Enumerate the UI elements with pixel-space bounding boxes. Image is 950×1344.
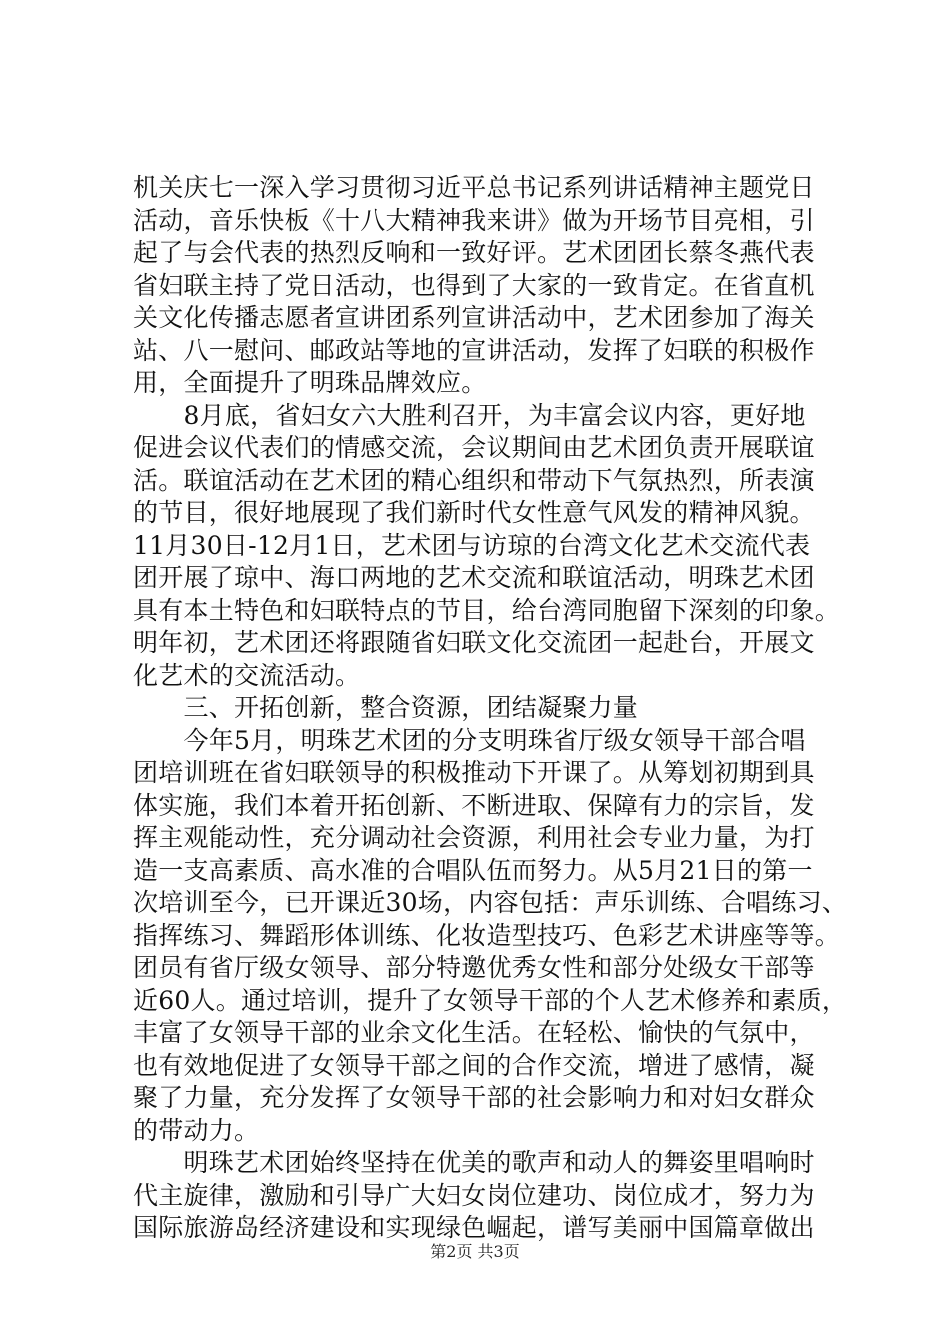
body-text-line: 团培训班在省妇联领导的积极推动下开课了。从筹划初期到具 (133, 758, 815, 787)
body-text-line: 11月30日-12月1日，艺术团与访琼的台湾文化艺术交流代表 (133, 530, 811, 560)
body-text-line: 省妇联主持了党日活动，也得到了大家的一致肯定。在省直机 (133, 270, 815, 300)
body-text-line: 近60人。通过培训，提升了女领导干部的个人艺术修养和素质， (133, 985, 848, 1015)
body-text-line: 具有本土特色和妇联特点的节目，给台湾同胞留下深刻的印象。 (133, 595, 841, 625)
body-text-line: 也有效地促进了女领导干部之间的合作交流，增进了感情，凝 (133, 1050, 815, 1080)
body-text-line: 的带动力。 (133, 1115, 260, 1145)
body-text-line: 体实施，我们本着开拓创新、不断进取、保障有力的宗旨，发 (133, 790, 815, 820)
body-text-line: 促进会议代表们的情感交流，会议期间由艺术团负责开展联谊 (133, 433, 815, 462)
body-text-line: 代主旋律，激励和引导广大妇女岗位建功、岗位成才，努力为 (133, 1180, 815, 1210)
body-text-line: 指挥练习、舞蹈形体训练、化妆造型技巧、色彩艺术讲座等等。 (133, 920, 841, 950)
body-text-line: 机关庆七一深入学习贯彻习近平总书记系列讲话精神主题党日 (133, 173, 815, 202)
body-text-line: 关文化传播志愿者宣讲团系列宣讲活动中，艺术团参加了海关 (133, 303, 815, 332)
body-text-line: 化艺术的交流活动。 (133, 660, 361, 690)
body-text-line: 用，全面提升了明珠品牌效应。 (133, 368, 487, 397)
body-text-line: 国际旅游岛经济建设和实现绿色崛起，谱写美丽中国篇章做出 (133, 1213, 815, 1242)
body-text-line: 8月底，省妇女六大胜利召开，为丰富会议内容，更好地 (133, 400, 806, 430)
body-text-line: 明珠艺术团始终坚持在优美的歌声和动人的舞姿里唱响时 (133, 1148, 815, 1177)
body-text-line: 活动，音乐快板《十八大精神我来讲》做为开场节目亮相，引 (133, 205, 815, 235)
body-text-line: 团员有省厅级女领导、部分特邀优秀女性和部分处级女干部等 (133, 953, 815, 982)
body-text-line: 团开展了琼中、海口两地的艺术交流和联谊活动，明珠艺术团 (133, 563, 815, 592)
body-text-line: 丰富了女领导干部的业余文化生活。在轻松、愉快的气氛中， (133, 1018, 815, 1047)
body-text-line: 聚了力量，充分发挥了女领导干部的社会影响力和对妇女群众 (133, 1083, 815, 1112)
section-heading: 三、开拓创新，整合资源，团结凝聚力量 (133, 693, 639, 722)
body-text-line: 造一支高素质、高水准的合唱队伍而努力。从5月21日的第一 (133, 855, 813, 885)
body-text-line: 次培训至今，已开课近30场，内容包括：声乐训练、合唱练习、 (133, 888, 848, 917)
body-text-line: 的节目，很好地展现了我们新时代女性意气风发的精神风貌。 (133, 498, 815, 527)
body-text-line: 今年5月，明珠艺术团的分支明珠省厅级女领导干部合唱 (133, 725, 806, 755)
body-text-line: 活。联谊活动在艺术团的精心组织和带动下气氛热烈，所表演 (133, 465, 815, 495)
body-text-line: 挥主观能动性，充分调动社会资源，利用社会专业力量，为打 (133, 823, 815, 852)
body-text-line: 起了与会代表的热烈反响和一致好评。艺术团团长蔡冬燕代表 (133, 238, 815, 267)
page-footer: 第2页 共3页 (430, 1242, 520, 1261)
body-text-line: 明年初，艺术团还将跟随省妇联文化交流团一起赴台，开展文 (133, 628, 815, 657)
body-text-line: 站、八一慰问、邮政站等地的宣讲活动，发挥了妇联的积极作 (133, 335, 815, 365)
